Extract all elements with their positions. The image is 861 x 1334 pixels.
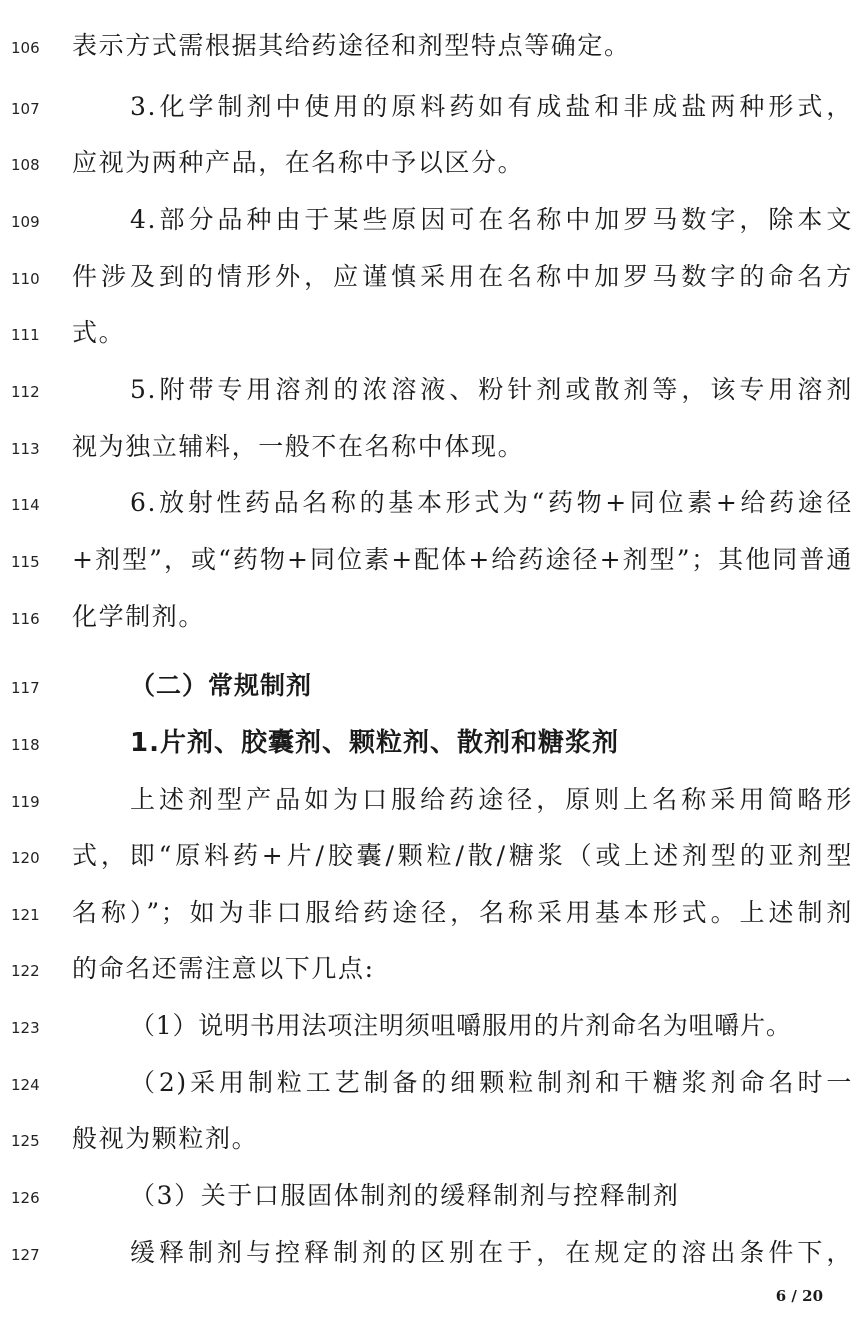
line-number: 125	[11, 1132, 40, 1150]
line-number: 111	[11, 326, 40, 344]
line-number: 115	[11, 553, 40, 571]
line-number: 106	[11, 39, 40, 57]
line-number: 126	[11, 1189, 40, 1207]
line-number: 127	[11, 1246, 40, 1264]
line-text: 视为独立辅料，一般不在名称中体现。	[72, 432, 525, 461]
text-line	[0, 941, 861, 997]
line-text: 4.部分品种由于某些原因可在名称中加罗马数字，除本文	[130, 205, 853, 234]
text-line	[0, 249, 861, 305]
line-text: 般视为颗粒剂。	[72, 1124, 259, 1153]
line-text: 化学制剂。	[72, 602, 206, 631]
line-text: 表示方式需根据其给药途径和剂型特点等确定。	[72, 31, 631, 60]
text-line	[0, 532, 861, 588]
line-number: 109	[11, 213, 40, 231]
section-heading	[0, 658, 861, 714]
text-line	[0, 18, 861, 74]
line-text: 件涉及到的情形外，应谨慎采用在名称中加罗马数字的命名方	[72, 262, 853, 291]
line-text: 6.放射性药品名称的基本形式为“药物+同位素+给药途径	[130, 488, 853, 517]
heading-text: （二）常规制剂	[130, 671, 313, 700]
text-line	[0, 1225, 861, 1281]
text-line	[0, 1168, 861, 1224]
line-text: 3.化学制剂中使用的原料药如有成盐和非成盐两种形式，	[130, 92, 853, 121]
line-text: 上述剂型产品如为口服给药途径，原则上名称采用简略形	[130, 785, 853, 814]
line-text: （2)采用制粒工艺制备的细颗粒制剂和干糖浆剂命名时一	[130, 1068, 853, 1097]
text-line	[0, 192, 861, 248]
line-number: 118	[11, 736, 40, 754]
text-line	[0, 828, 861, 884]
line-number: 114	[11, 496, 40, 514]
line-number: 121	[11, 906, 40, 924]
line-text: 式，即“原料药+片/胶囊/颗粒/散/糖浆（或上述剂型的亚剂型	[72, 841, 853, 870]
text-line	[0, 419, 861, 475]
text-line	[0, 475, 861, 531]
text-line	[0, 772, 861, 828]
line-number: 116	[11, 610, 40, 628]
line-number: 119	[11, 793, 40, 811]
line-text: 名称）”；如为非口服给药途径，名称采用基本形式。上述制剂	[72, 898, 853, 927]
text-line	[0, 305, 861, 361]
page-number: 6 / 20	[775, 1287, 823, 1305]
subsection-heading	[0, 715, 861, 771]
line-number: 108	[11, 156, 40, 174]
text-line	[0, 135, 861, 191]
line-number: 122	[11, 962, 40, 980]
text-line	[0, 885, 861, 941]
line-number: 107	[11, 100, 40, 118]
line-number: 120	[11, 849, 40, 867]
line-number: 117	[11, 679, 40, 697]
text-line	[0, 1055, 861, 1111]
line-text: （3）关于口服固体制剂的缓释制剂与控释制剂	[130, 1181, 680, 1210]
line-text: 式。	[72, 318, 126, 347]
text-line	[0, 79, 861, 135]
line-number: 113	[11, 440, 40, 458]
line-number: 110	[11, 270, 40, 288]
text-line	[0, 589, 861, 645]
line-text: 5.附带专用溶剂的浓溶液、粉针剂或散剂等，该专用溶剂	[130, 375, 853, 404]
text-line	[0, 998, 861, 1054]
line-number: 123	[11, 1019, 40, 1037]
line-text: 的命名还需注意以下几点:	[72, 954, 375, 983]
text-line	[0, 1111, 861, 1167]
text-line	[0, 362, 861, 418]
line-number: 124	[11, 1076, 40, 1094]
line-number: 112	[11, 383, 40, 401]
line-text: +剂型”，或“药物+同位素+配体+给药途径+剂型”；其他同普通	[72, 545, 853, 574]
line-text: （1）说明书用法项注明须咀嚼服用的片剂命名为咀嚼片。	[130, 1011, 792, 1040]
line-text: 缓释制剂与控释制剂的区别在于，在规定的溶出条件下，	[130, 1238, 853, 1267]
heading-text: 1.片剂、胶囊剂、颗粒剂、散剂和糖浆剂	[130, 728, 619, 758]
line-text: 应视为两种产品，在名称中予以区分。	[72, 148, 525, 177]
